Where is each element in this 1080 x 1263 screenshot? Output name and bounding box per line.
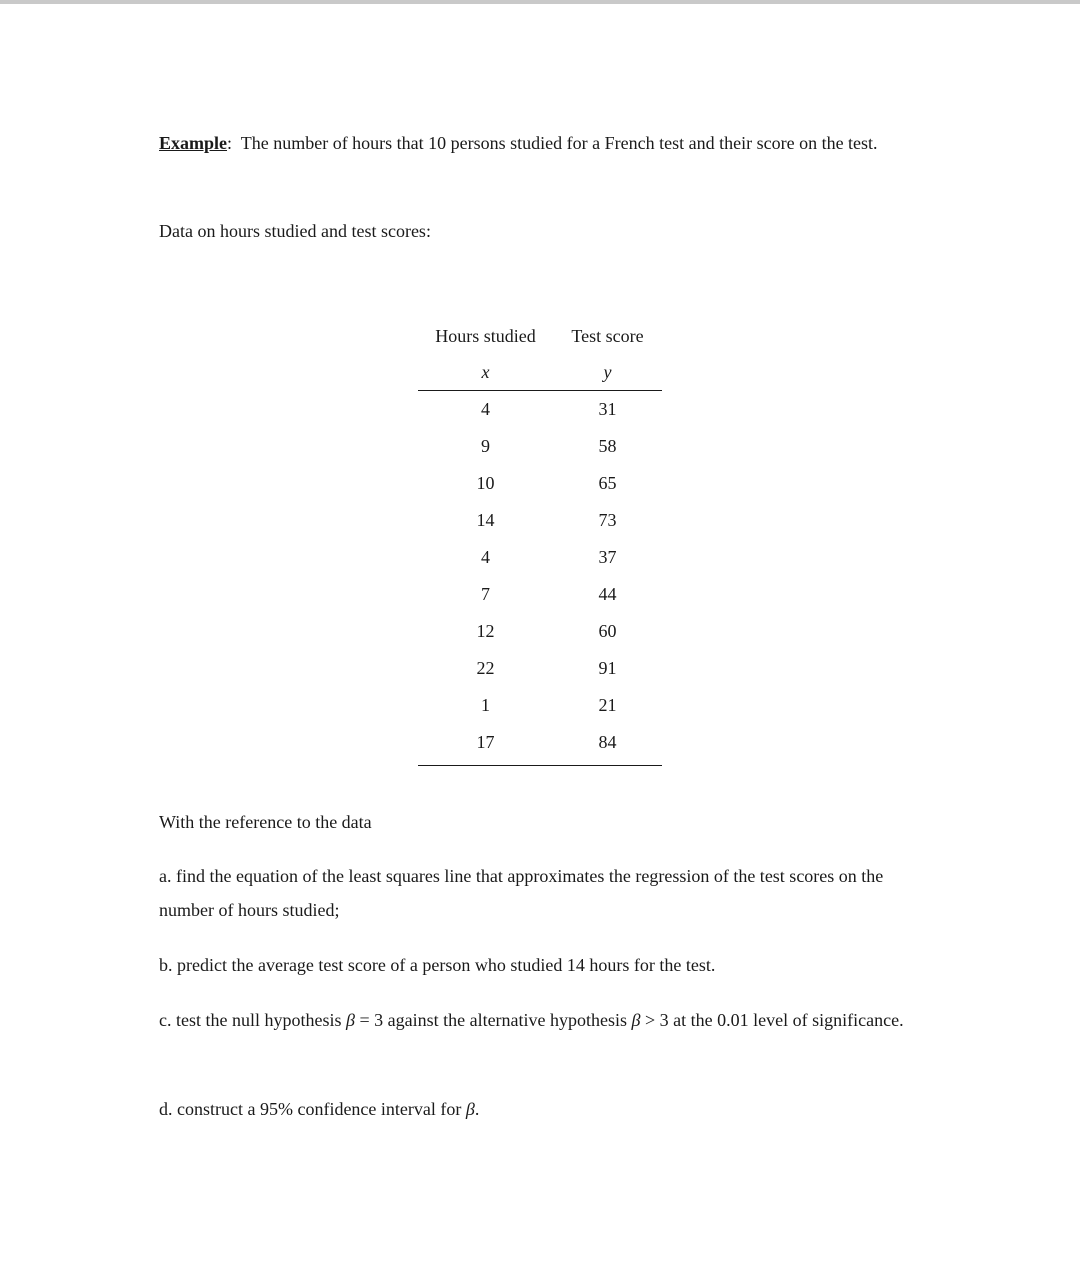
cell-y: 91 [598,658,617,678]
beta-symbol: β [631,1010,641,1030]
cell-x: 9 [481,436,490,456]
table-row [418,724,662,766]
question-c [159,1003,929,1037]
table-row [418,576,662,613]
cell-x: 17 [418,724,553,766]
table-row [418,465,662,502]
variable-x: x [418,354,553,391]
header-test-score: Test score [571,325,644,346]
question-d-prefix: d. construct a 95% confidence interval for [159,1099,466,1119]
cell-y: 37 [598,547,617,567]
cell-x: 12 [476,621,495,641]
example-intro: The number of hours that 10 persons studied for a French test and their score on the test. [240,133,878,153]
question-c-suffix: > 3 at the 0.01 level of significance. [640,1010,904,1030]
example-label: Example [159,133,228,153]
cell-y: 58 [598,436,617,456]
table-row [418,687,662,724]
header-hours-studied: Hours studied [435,325,536,346]
cell-x: 4 [481,547,490,567]
question-c-prefix: c. test the null hypothesis [159,1010,346,1030]
cell-x: 22 [476,658,495,678]
cell-x: 10 [476,473,495,493]
cell-y: 84 [553,724,662,766]
beta-symbol: β [345,1010,355,1030]
beta-symbol: β [465,1099,475,1119]
example-colon: : [227,133,233,153]
cell-y: 65 [598,473,617,493]
table-row [418,650,662,687]
table-row [418,539,662,576]
table-row [418,502,662,539]
table-row [418,391,662,429]
question-c-middle: = 3 against the alternative hypothesis [354,1010,632,1030]
top-border [0,0,1080,4]
reference-text: With the reference to the data [159,812,372,832]
cell-y: 60 [598,621,617,641]
variable-y: y [553,354,662,391]
question-d-suffix: . [474,1099,480,1119]
question-a: a. find the equation of the least squares line that approximates the regression of the test scores on the number of hours studied; [159,866,884,920]
data-heading: Data on hours studied and test scores: [159,221,431,241]
table-row [418,613,662,650]
example-paragraph [159,126,929,160]
cell-y: 44 [598,584,617,604]
cell-y: 73 [598,510,617,530]
cell-y: 31 [598,399,617,419]
question-b: b. predict the average test score of a person who studied 14 hours for the test. [159,955,716,975]
cell-x: 1 [481,695,490,715]
cell-x: 4 [481,399,490,419]
cell-x: 14 [476,510,495,530]
table-row [418,428,662,465]
data-table [418,318,662,766]
cell-y: 21 [598,695,617,715]
cell-x: 7 [481,584,490,604]
question-d [159,1092,929,1126]
